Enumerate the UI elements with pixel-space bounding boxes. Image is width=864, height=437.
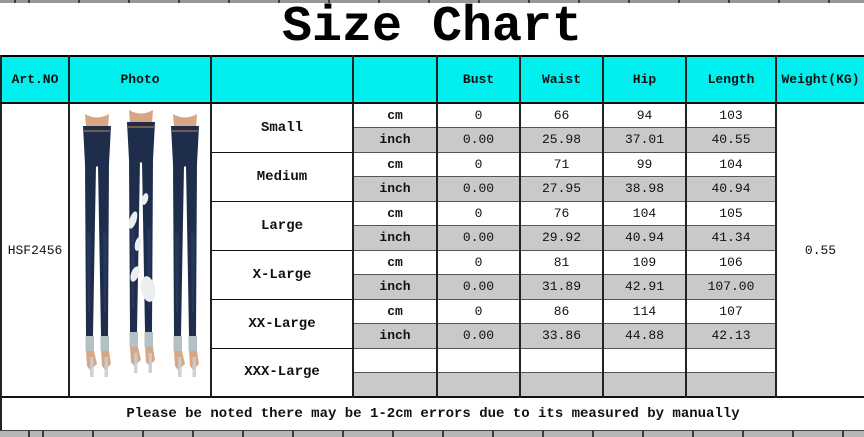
unit-label: cm — [353, 250, 437, 275]
measurement-cell: 0.00 — [437, 128, 520, 153]
unit-label: inch — [353, 275, 437, 300]
table-row — [1, 103, 864, 128]
measurement-cell — [437, 373, 520, 398]
measurement-cell — [603, 373, 686, 398]
measurement-cell: 0 — [437, 103, 520, 128]
measurement-cell: 27.95 — [520, 177, 603, 202]
measurement-cell: 0 — [437, 299, 520, 324]
page-title: Size Chart — [281, 0, 583, 56]
measurement-cell: 44.88 — [603, 324, 686, 349]
measurement-cell: 71 — [520, 152, 603, 177]
header-waist: Waist — [520, 56, 603, 103]
measurement-cell: 104 — [686, 152, 776, 177]
measurement-cell: 94 — [603, 103, 686, 128]
header-weight: Weight(KG) — [776, 56, 864, 103]
unit-label: cm — [353, 152, 437, 177]
measurement-cell: 104 — [603, 201, 686, 226]
measurement-cell: 42.91 — [603, 275, 686, 300]
measurement-cell — [686, 373, 776, 398]
measurement-cell: 40.94 — [686, 177, 776, 202]
size-label: XXX-Large — [211, 348, 353, 397]
measurement-cell: 25.98 — [520, 128, 603, 153]
measurement-cell — [686, 348, 776, 373]
size-chart-table — [0, 55, 864, 432]
size-label: X-Large — [211, 250, 353, 299]
measurement-cell: 40.55 — [686, 128, 776, 153]
size-label: Small — [211, 103, 353, 152]
measurement-cell: 114 — [603, 299, 686, 324]
measurement-note: Please be noted there may be 1-2cm errors due to its measured by manually — [1, 397, 864, 431]
size-label: XX-Large — [211, 299, 353, 348]
product-photo-cell — [69, 103, 211, 397]
measurement-cell — [437, 348, 520, 373]
measurement-cell: 106 — [686, 250, 776, 275]
measurement-cell: 0.00 — [437, 324, 520, 349]
unit-label: cm — [353, 201, 437, 226]
jeans-illustration — [70, 104, 211, 396]
header-art-no: Art.NO — [1, 56, 69, 103]
measurement-cell: 0.00 — [437, 275, 520, 300]
measurement-cell — [520, 348, 603, 373]
measurement-cell: 33.86 — [520, 324, 603, 349]
measurement-cell — [520, 373, 603, 398]
measurement-cell: 109 — [603, 250, 686, 275]
weight-value: 0.55 — [776, 103, 864, 397]
measurement-cell: 40.94 — [603, 226, 686, 251]
measurement-cell: 81 — [520, 250, 603, 275]
header-length: Length — [686, 56, 776, 103]
cropped-row-bottom — [0, 430, 864, 437]
header-unit — [353, 56, 437, 103]
measurement-cell — [603, 348, 686, 373]
header-photo: Photo — [69, 56, 211, 103]
header-bust: Bust — [437, 56, 520, 103]
unit-label: inch — [353, 226, 437, 251]
measurement-cell: 0.00 — [437, 226, 520, 251]
measurement-cell: 107.00 — [686, 275, 776, 300]
measurement-cell: 38.98 — [603, 177, 686, 202]
measurement-cell: 0 — [437, 201, 520, 226]
measurement-cell: 66 — [520, 103, 603, 128]
measurement-cell: 31.89 — [520, 275, 603, 300]
measurement-cell: 76 — [520, 201, 603, 226]
measurement-cell: 107 — [686, 299, 776, 324]
measurement-cell: 42.13 — [686, 324, 776, 349]
header-row — [1, 56, 864, 103]
unit-label: cm — [353, 299, 437, 324]
size-label: Large — [211, 201, 353, 250]
unit-label: inch — [353, 177, 437, 202]
product-photo — [70, 104, 211, 396]
unit-label: inch — [353, 324, 437, 349]
measurement-cell: 99 — [603, 152, 686, 177]
header-size — [211, 56, 353, 103]
size-label: Medium — [211, 152, 353, 201]
measurement-cell: 0 — [437, 250, 520, 275]
unit-label — [353, 348, 437, 373]
measurement-cell: 29.92 — [520, 226, 603, 251]
note-row — [1, 397, 864, 431]
measurement-cell: 0 — [437, 152, 520, 177]
unit-label — [353, 373, 437, 398]
unit-label: cm — [353, 103, 437, 128]
unit-label: inch — [353, 128, 437, 153]
measurement-cell: 86 — [520, 299, 603, 324]
measurement-cell: 41.34 — [686, 226, 776, 251]
measurement-cell: 0.00 — [437, 177, 520, 202]
measurement-cell: 105 — [686, 201, 776, 226]
measurement-cell: 37.01 — [603, 128, 686, 153]
header-hip: Hip — [603, 56, 686, 103]
art-no-value: HSF2456 — [1, 103, 69, 397]
measurement-cell: 103 — [686, 103, 776, 128]
